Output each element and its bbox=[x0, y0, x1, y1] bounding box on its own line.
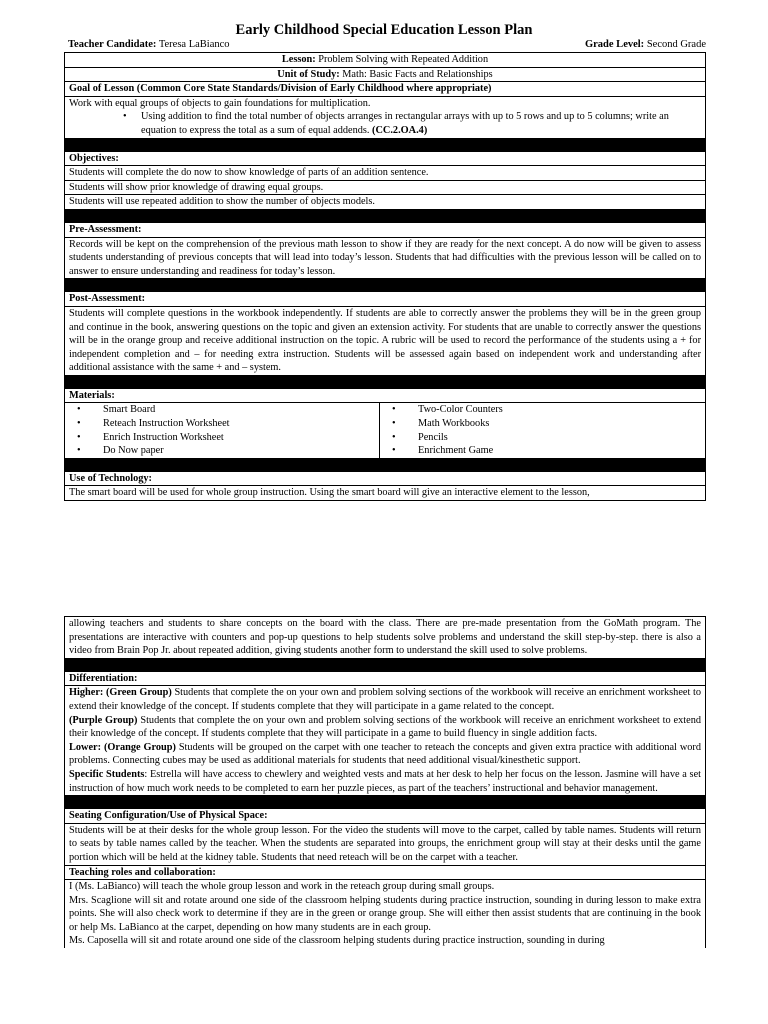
goal-bullet bbox=[69, 110, 701, 137]
section-divider bbox=[65, 796, 705, 809]
bullet-icon: • bbox=[77, 404, 81, 416]
material-name: Two-Color Counters bbox=[418, 404, 503, 416]
bullet-icon: • bbox=[77, 431, 81, 443]
materials-list bbox=[65, 403, 705, 458]
grade-level bbox=[585, 39, 706, 50]
goal-bullet-text: Using addition to find the total number of objects arranges in rectangular arrays with up to 5 rows and up to 5 columns; write an equation to express the total as a sum of equal addends. bbox=[141, 111, 669, 136]
objective-item: Students will use repeated addition to show the number of objects models. bbox=[65, 195, 705, 210]
specific-students bbox=[69, 768, 701, 795]
bullet-icon: • bbox=[392, 418, 396, 430]
bullet-icon: • bbox=[392, 404, 396, 416]
teaching-line: I (Ms. LaBianco) will teach the whole group lesson and work in the reteach group during small groups. bbox=[69, 881, 495, 893]
materials-left-column bbox=[65, 403, 380, 457]
unit-value: Math: Basic Facts and Relationships bbox=[339, 68, 493, 80]
post-assessment-heading: Post-Assessment: bbox=[65, 292, 705, 307]
section-divider bbox=[65, 210, 705, 223]
grade-label: Grade Level: bbox=[584, 39, 645, 50]
objectives-heading: Objectives: bbox=[65, 152, 705, 167]
list-item bbox=[380, 417, 705, 431]
list-item bbox=[380, 431, 705, 445]
section-divider bbox=[65, 376, 705, 389]
header-row bbox=[68, 39, 706, 50]
document-title: Early Childhood Special Education Lesson Plan bbox=[235, 22, 533, 38]
section-divider bbox=[65, 139, 705, 152]
goal-heading: Goal of Lesson (Common Core State Standards/Division of Early Childhood where appropriate) bbox=[65, 82, 705, 97]
higher-group bbox=[69, 686, 701, 713]
lesson-plan-table-page-2 bbox=[64, 616, 706, 948]
material-name: Do Now paper bbox=[103, 445, 164, 457]
list-item bbox=[65, 431, 379, 445]
section-divider bbox=[65, 659, 705, 672]
purple-group bbox=[69, 714, 701, 741]
differentiation-body bbox=[65, 686, 705, 796]
teacher-label: Teacher Candidate: bbox=[68, 39, 157, 50]
technology-text-part-2: allowing teachers and students to share concepts on the board with the class. There are pre-made presentation from the GoMath program. The presentations are interactive with counters and pop-up questions to help students solve problems and understand the skill step-by-step. there is also a video from Brain Pop Jr. about repeated addition, giving students another form to understand the skill used to solve problems. bbox=[65, 617, 705, 659]
list-item bbox=[380, 444, 705, 458]
lower-group bbox=[69, 741, 701, 768]
lesson-value: Problem Solving with Repeated Addition bbox=[315, 54, 489, 65]
objective-item: Students will complete the do now to show knowledge of parts of an addition sentence. bbox=[65, 166, 705, 181]
purple-group-text: Students that complete the on your own and problem solving sections of the workbook will receive an enrichment worksheet to extend their knowledge of the concept. If students complete that they will participate in a game to build fluency in single addition facts. bbox=[69, 714, 701, 740]
lesson-row bbox=[65, 53, 705, 68]
bullet-icon: • bbox=[392, 431, 396, 443]
pre-assessment-text: Records will be kept on the comprehension of the previous math lesson to show if they are ready for the next concept. A do now will be given to assess students understanding of previous concepts that will lead into today’s lesson. Students that had difficulties with the previous lesson will be called on to answer to ensure understanding and readiness for today’s lesson. bbox=[65, 238, 705, 280]
teaching-body bbox=[65, 880, 705, 948]
material-name: Math Workbooks bbox=[418, 418, 490, 430]
bullet-icon: • bbox=[77, 418, 81, 430]
bullet-icon: • bbox=[123, 111, 127, 123]
section-divider bbox=[65, 459, 705, 472]
material-name: Pencils bbox=[418, 431, 448, 443]
differentiation-heading: Differentiation: bbox=[65, 672, 705, 687]
grade-value: Second Grade bbox=[644, 39, 706, 50]
technology-text-part-1: The smart board will be used for whole group instruction. Using the smart board will give an interactive element to the lesson, bbox=[69, 487, 590, 499]
list-item bbox=[65, 444, 379, 458]
list-item bbox=[380, 403, 705, 417]
lesson-label: Lesson: bbox=[281, 54, 316, 65]
higher-group-text: Students that complete the on your own and problem solving sections of the workbook will receive an enrichment worksheet to extend their knowledge of the concept. If students complete that they will participate in a game related to the concept. bbox=[69, 687, 702, 712]
specific-students-text: : Estrella will have access to chewlery and weighted vests and mats at her desk to help her focus on the lesson. Jasmine will have a set instruction of how much work needs to be completed to earn her puzzle pieces, as part of the teachers’ instructional and behavior management. bbox=[69, 768, 701, 794]
purple-group-label: (Purple Group) bbox=[69, 714, 138, 726]
lower-group-text: Students will be grouped on the carpet with one teacher to reteach the concepts and given extra practice with additional word problems. Connecting cubes may be used as additional materials for students that need additional visual/kinesthetic support. bbox=[69, 741, 702, 767]
teaching-heading: Teaching roles and collaboration: bbox=[65, 866, 705, 881]
teaching-line: Ms. Caposella will sit and rotate around one side of the classroom helping students during practice instruction, sounding in during bbox=[69, 935, 605, 947]
lesson-plan-table-page-1 bbox=[64, 52, 706, 501]
post-assessment-text: Students will complete questions in the workbook independently. If students are able to correctly answer the problems they will be in the green group and continue in the book, answering questions on the topic and given an extension activity. For students that are unable to correctly answer the questions will be in the orange group and receive additional instruction on the topic. A rubric will be used to record the performance of the students using a + for independent completion and – for needing extra instruction. Students will be assessed again based on independent work and understanding after additional assistance with the same + and – system. bbox=[65, 307, 705, 376]
seating-text: Students will be at their desks for the whole group lesson. For the video the students will move to the carpet, called by table names. Students will return to seats by table names called by the teacher. When the students are separated into groups, the enrichment group will stay at their desks until the game portion which will be held at the kidney table. Students that need reteach will be on the carpet with a teacher. bbox=[65, 824, 705, 866]
higher-group-label: Higher: (Green Group) bbox=[69, 687, 172, 699]
materials-heading: Materials: bbox=[65, 389, 705, 404]
goal-text: Work with equal groups of objects to gain foundations for multiplication. bbox=[69, 97, 371, 109]
unit-label: Unit of Study: bbox=[277, 68, 340, 80]
teacher-candidate bbox=[68, 39, 230, 50]
list-item bbox=[65, 403, 379, 417]
goal-standard-code: (CC.2.OA.4) bbox=[372, 124, 428, 136]
bullet-icon: • bbox=[77, 445, 81, 457]
lower-group-label: Lower: (Orange Group) bbox=[69, 741, 176, 753]
material-name: Reteach Instruction Worksheet bbox=[103, 418, 230, 430]
objective-item: Students will show prior knowledge of drawing equal groups. bbox=[65, 181, 705, 196]
specific-students-label: Specific Students bbox=[69, 768, 145, 780]
list-item bbox=[65, 417, 379, 431]
unit-row bbox=[65, 68, 705, 83]
material-name: Enrichment Game bbox=[418, 445, 494, 457]
section-divider bbox=[65, 279, 705, 292]
teacher-value: Teresa LaBianco bbox=[156, 39, 230, 50]
material-name: Enrich Instruction Worksheet bbox=[103, 431, 224, 443]
goal-body bbox=[65, 97, 705, 139]
technology-heading: Use of Technology: bbox=[65, 472, 705, 487]
pre-assessment-heading: Pre-Assessment: bbox=[65, 223, 705, 238]
teaching-line: Mrs. Scaglione will sit and rotate around one side of the classroom helping students during practice instruction, sounding in during lesson to make extra points. She will also check work to determine if they are in the green or orange group. She will either then assist students that are continuing in the book or help Ms. LaBianco at the carpet, depending on how many students are in each group. bbox=[69, 894, 701, 933]
bullet-icon: • bbox=[392, 445, 396, 457]
seating-heading: Seating Configuration/Use of Physical Space: bbox=[65, 809, 705, 824]
materials-right-column bbox=[380, 403, 705, 457]
material-name: Smart Board bbox=[103, 404, 156, 416]
